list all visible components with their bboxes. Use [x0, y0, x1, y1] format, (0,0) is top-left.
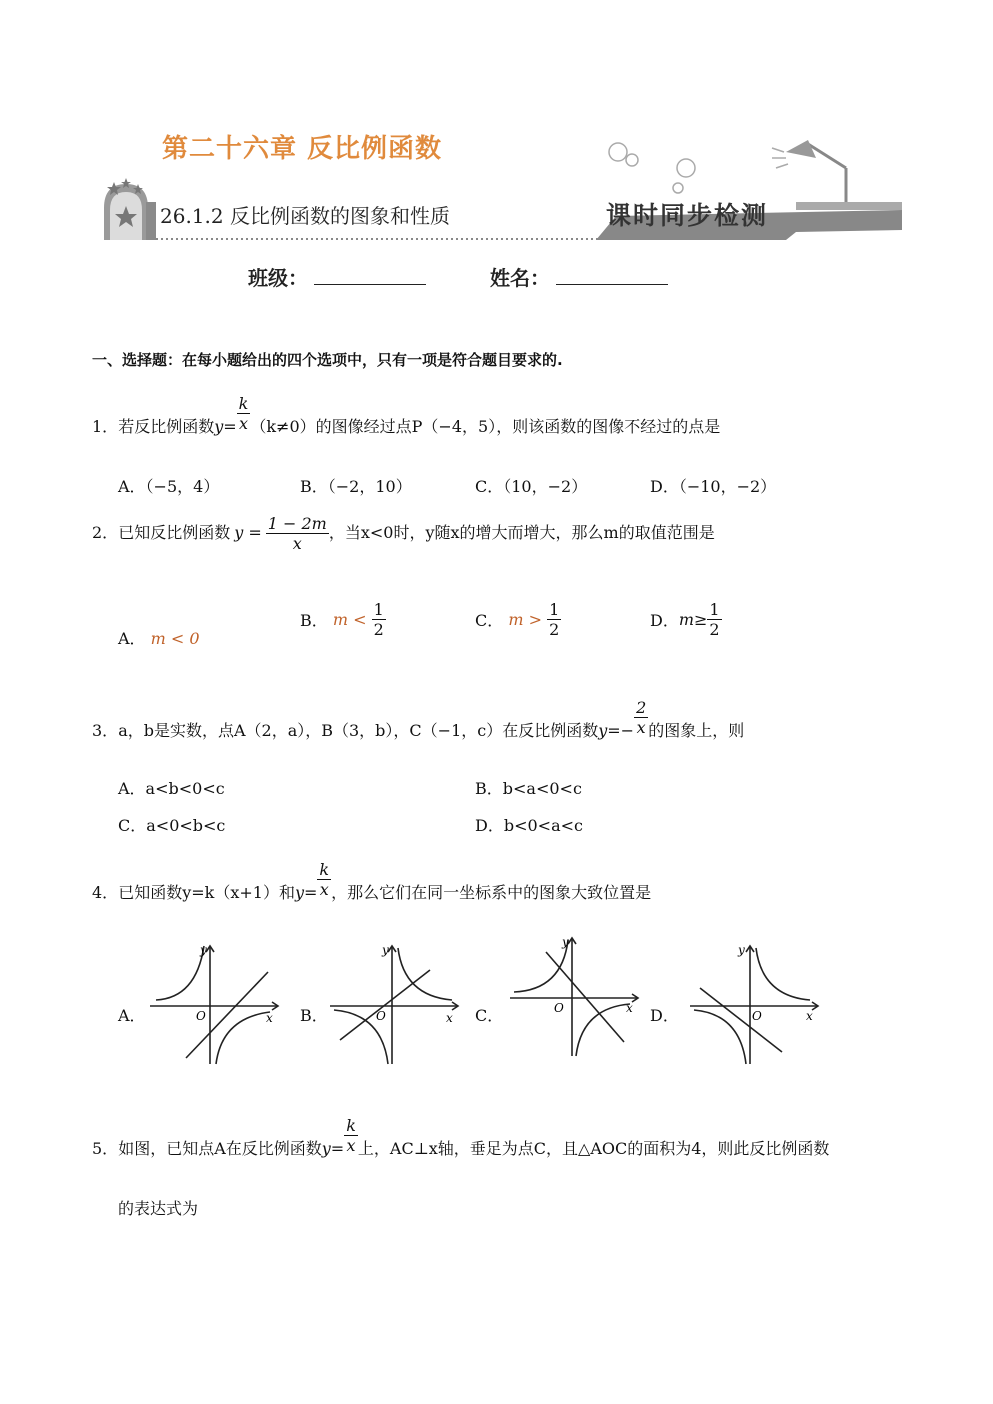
q3-option-d[interactable]: D．b<0<a<c — [475, 816, 583, 835]
q4-graph-c[interactable] — [506, 932, 646, 1062]
q2-option-b[interactable]: B． m < $\frac{1}{2}$ — [300, 600, 384, 639]
q1-condition: （k≠0）的图像经过点 — [250, 417, 412, 436]
chapter-title: 第二十六章 反比例函数 — [162, 134, 443, 164]
question-3 — [92, 698, 745, 751]
question-1 — [92, 394, 721, 447]
q2-option-a[interactable]: A． m < 0 — [118, 629, 200, 648]
q1-option-b[interactable]: B．（−2，10） — [300, 477, 412, 496]
svg-text:y: y — [738, 943, 745, 957]
section-title: 26.1.2 反比例函数的图象和性质 — [160, 204, 450, 228]
svg-text:O: O — [196, 1009, 206, 1023]
svg-text:O: O — [554, 1001, 564, 1015]
q3-fraction: $\frac{2}{x}$ — [636, 698, 647, 737]
class-input-line[interactable] — [314, 266, 426, 285]
svg-text:O: O — [752, 1009, 762, 1023]
q2-option-d[interactable]: D．m≥ $\frac{1}{2}$ — [650, 600, 720, 639]
q4-graph-d[interactable] — [686, 940, 826, 1070]
q2-y-eq: y = — [234, 523, 262, 542]
q3-option-a[interactable]: A．a<b<0<c — [118, 779, 225, 798]
question-5 — [92, 1116, 830, 1169]
svg-text:y: y — [382, 943, 389, 957]
svg-text:y: y — [200, 943, 207, 957]
desk-lamp-icon — [772, 140, 846, 202]
q1-option-a[interactable]: A．（−5，4） — [118, 477, 220, 496]
q5-fraction: $\frac{k}{x}$ — [346, 1116, 356, 1155]
question-2 — [92, 514, 715, 553]
q4-graph-b[interactable] — [326, 940, 466, 1070]
q5-condition: 上，AC⊥x轴，垂足为点C，且△AOC的面积为4，则此反比例函数 — [357, 1139, 830, 1158]
name-field — [490, 262, 668, 291]
q3-number: 3． — [92, 721, 119, 740]
class-field — [248, 262, 426, 291]
q4-option-b-label[interactable]: B． — [300, 1006, 328, 1025]
q5-number: 5． — [92, 1139, 119, 1158]
svg-text:x: x — [446, 1011, 453, 1025]
q2-number: 2． — [92, 523, 119, 542]
brand-label: 课时同步检测 — [606, 201, 769, 230]
q1-point: P（−4，5），则该函数的图像不经过的点是 — [411, 417, 721, 436]
q2-text: 已知反比例函数 — [118, 523, 231, 542]
q2-condition: ，当x<0时，y随x的增大而增大，那么m的取值范围是 — [328, 523, 715, 542]
svg-text:x: x — [626, 1001, 633, 1015]
name-label: 姓名： — [490, 266, 550, 290]
q1-option-d[interactable]: D．（−10，−2） — [650, 477, 777, 496]
q3-condition: 的图象上，则 — [648, 721, 745, 740]
q2-option-c[interactable]: C． m > $\frac{1}{2}$ — [475, 600, 560, 639]
section-heading: 一、选择题：在每小题给出的四个选项中，只有一项是符合题目要求的. — [92, 351, 563, 369]
q1-y-eq: y= — [214, 417, 237, 436]
star-badge-icon — [104, 178, 156, 240]
q4-option-d-label[interactable]: D． — [650, 1006, 679, 1025]
svg-text:x: x — [806, 1009, 813, 1023]
question-4 — [92, 860, 652, 913]
q5-line2: 的表达式为 — [118, 1199, 199, 1218]
q5-y-eq: y= — [321, 1139, 345, 1158]
q3-y-eq: y=− — [598, 721, 635, 740]
q3-text: a，b是实数，点A（2，a），B（3，b），C（−1，c）在反比例函数 — [118, 721, 599, 740]
q4-graph-a[interactable] — [146, 940, 286, 1070]
q4-y-eq: y= — [294, 883, 318, 902]
class-label: 班级： — [248, 266, 308, 290]
q5-text: 如图，已知点A在反比例函数 — [118, 1139, 322, 1158]
q3-option-c[interactable]: C．a<0<b<c — [118, 816, 226, 835]
q4-number: 4． — [92, 883, 119, 902]
q1-number: 1． — [92, 417, 119, 436]
q1-text: 若反比例函数 — [118, 417, 215, 436]
q1-fraction: $\frac{k}{x}$ — [238, 394, 249, 433]
q4-option-c-label[interactable]: C． — [475, 1006, 504, 1025]
bubble-icon — [609, 143, 627, 161]
q4-text: 已知函数y=k（x+1）和 — [118, 883, 295, 902]
q1-option-c[interactable]: C．（10，−2） — [475, 477, 588, 496]
svg-text:O: O — [376, 1009, 386, 1023]
q3-option-b[interactable]: B．b<a<0<c — [475, 779, 582, 798]
q2-fraction: $\frac{1 - 2m}{x}$ — [267, 514, 327, 553]
svg-text:y: y — [562, 935, 569, 949]
q4-option-a-label[interactable]: A． — [118, 1006, 146, 1025]
svg-text:x: x — [266, 1011, 273, 1025]
q4-fraction: $\frac{k}{x}$ — [319, 860, 330, 899]
header-banner — [96, 140, 902, 250]
name-input-line[interactable] — [556, 266, 668, 285]
q4-condition: ，那么它们在同一坐标系中的图象大致位置是 — [331, 883, 652, 902]
